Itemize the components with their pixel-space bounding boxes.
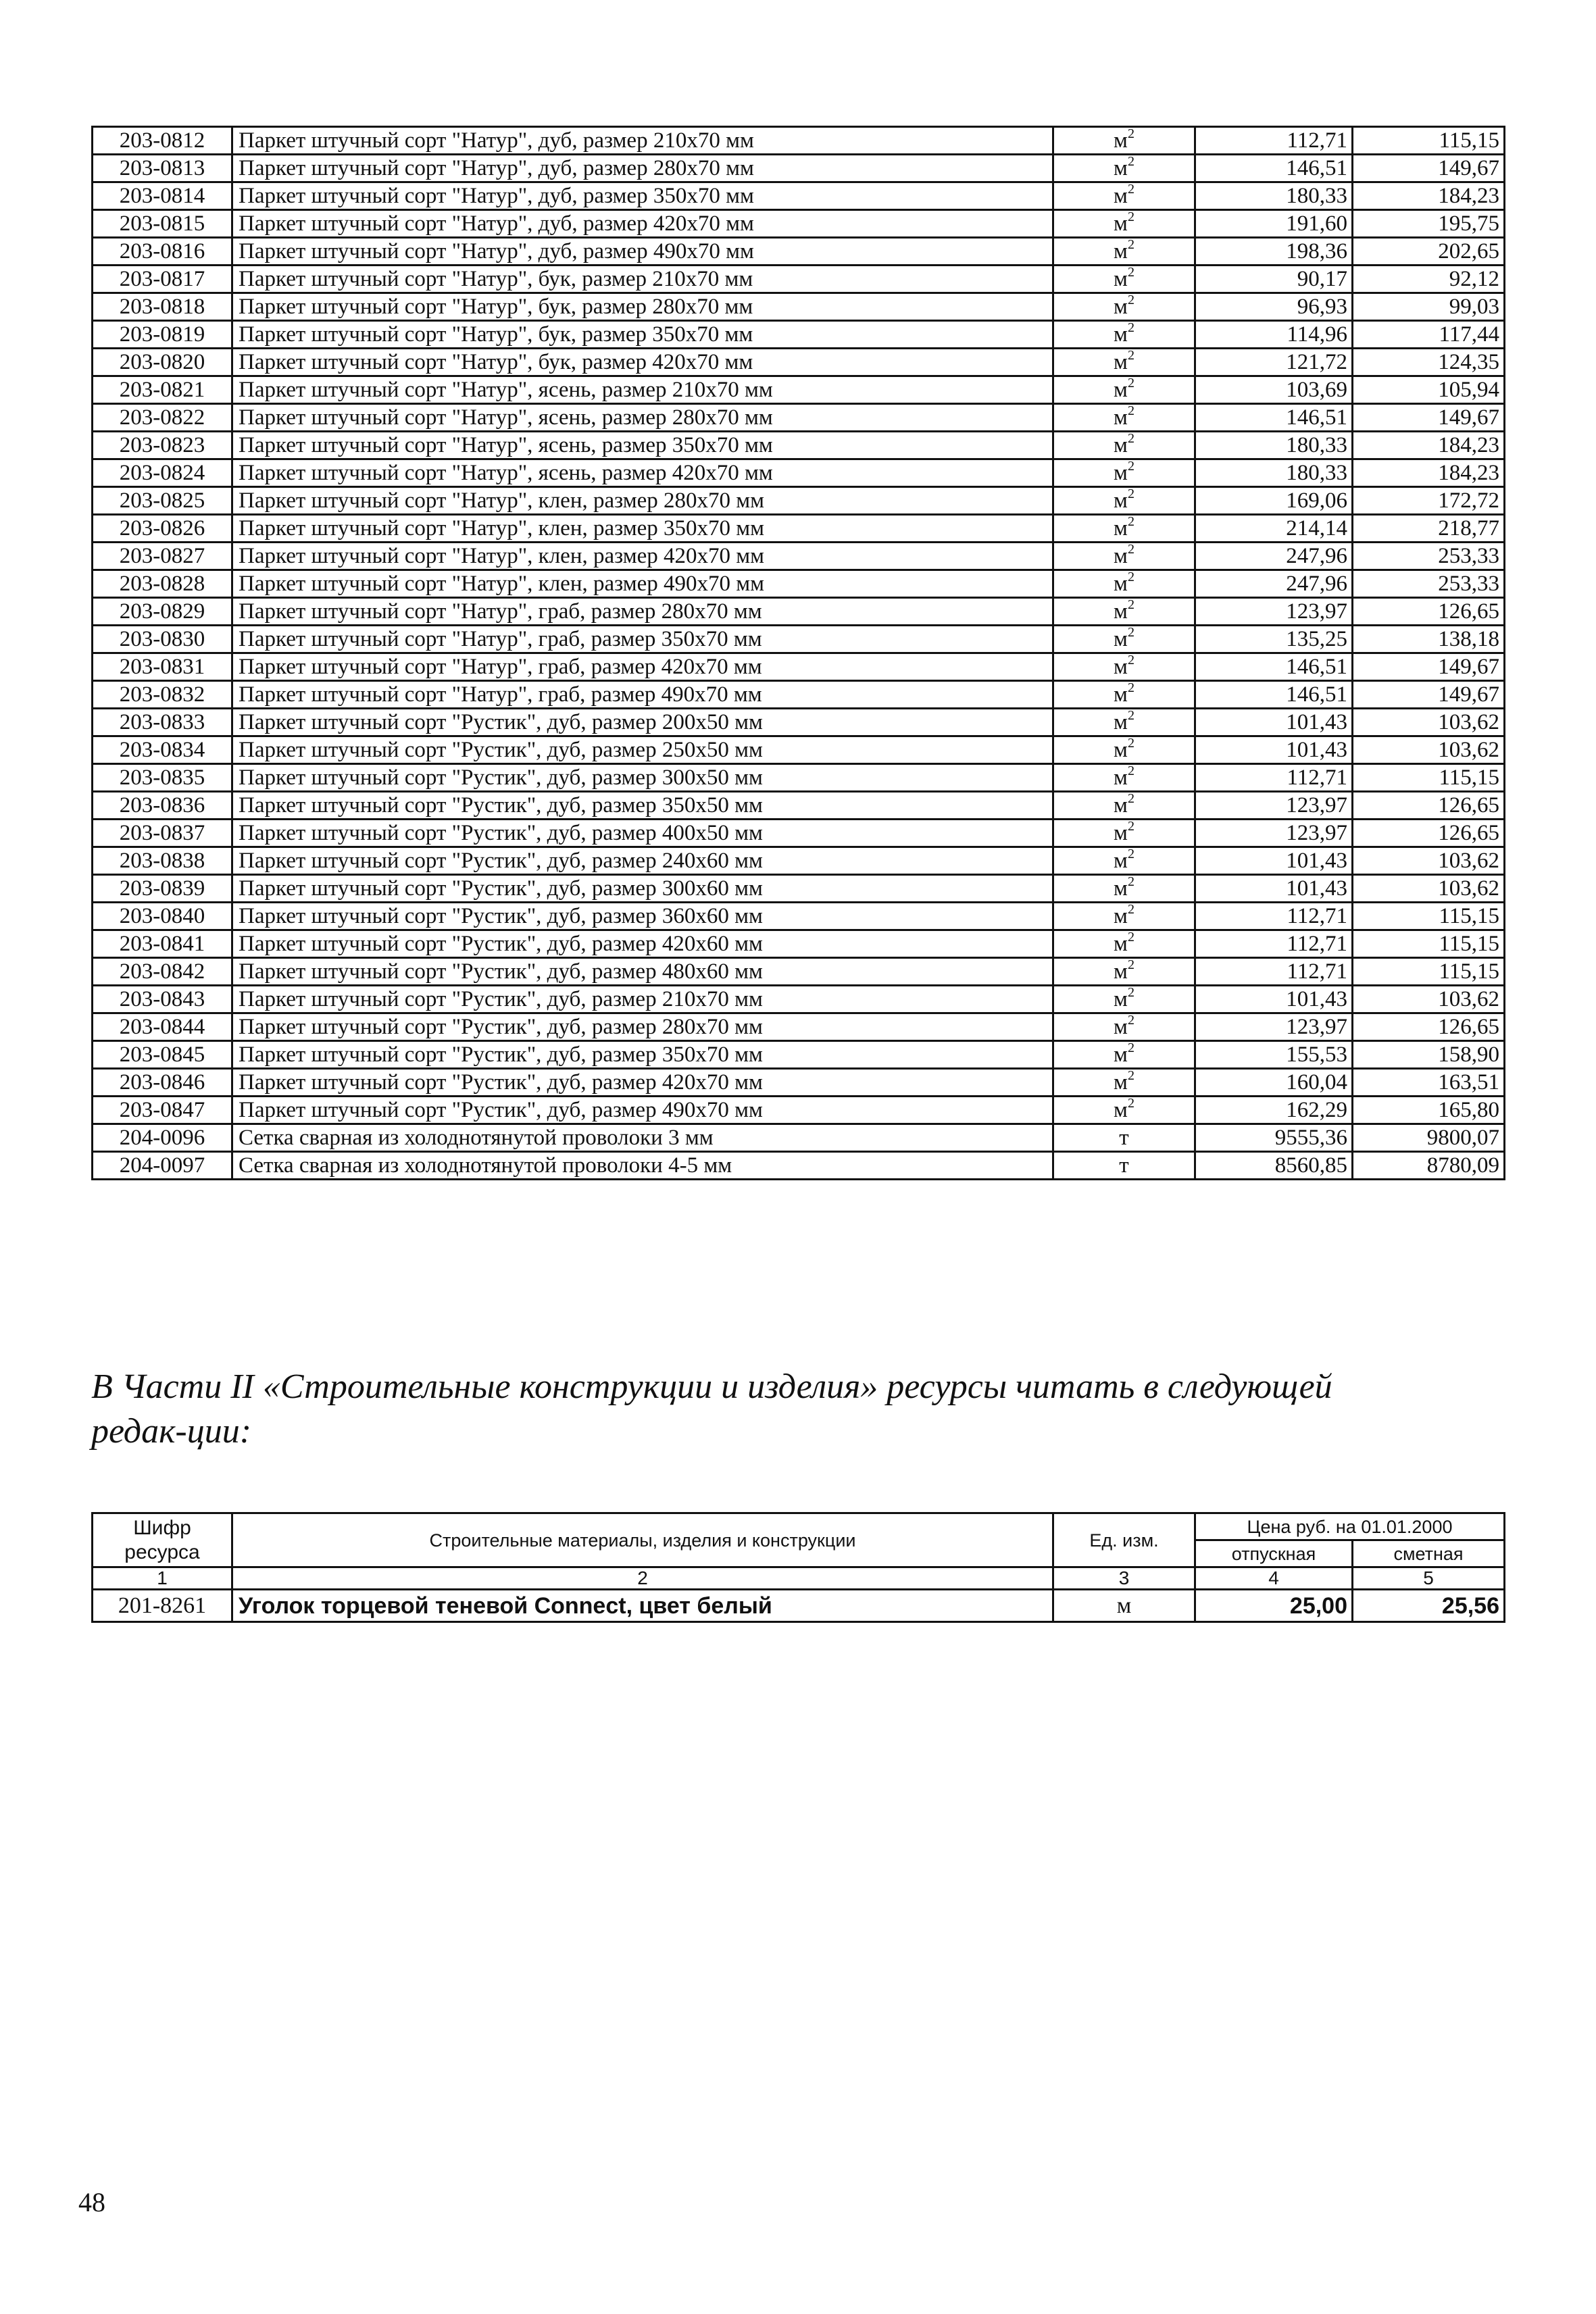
table-row — [93, 1069, 1505, 1097]
resource-code: 203-0839 — [93, 875, 232, 903]
resource-name: Паркет штучный сорт "Рустик", дуб, размер 480х60 мм — [232, 958, 1053, 986]
release-price: 114,96 — [1195, 321, 1353, 349]
table-row — [93, 155, 1505, 182]
resource-unit: $м^2$ — [1053, 182, 1195, 210]
resource-code: 203-0824 — [93, 459, 232, 487]
resource-code: 203-0831 — [93, 653, 232, 681]
resource-unit: $м^2$ — [1053, 432, 1195, 459]
table-row — [93, 764, 1505, 792]
resource-code: 203-0842 — [93, 958, 232, 986]
unit-superscript: 2 — [1127, 930, 1134, 945]
release-price: 180,33 — [1195, 182, 1353, 210]
resource-unit: $м^2$ — [1053, 404, 1195, 432]
resource-unit: т — [1053, 1152, 1195, 1180]
resource-name: Паркет штучный сорт "Натур", граб, размер 420х70 мм — [232, 653, 1053, 681]
resource-name: Паркет штучный сорт "Натур", дуб, размер 490х70 мм — [232, 238, 1053, 266]
resource-unit: $м^2$ — [1053, 266, 1195, 293]
table-row — [93, 515, 1505, 543]
estimate-price: 149,67 — [1353, 681, 1505, 709]
release-price: 25,00 — [1195, 1590, 1353, 1622]
resource-name: Паркет штучный сорт "Натур", клен, размер 280х70 мм — [232, 487, 1053, 515]
release-price: 123,97 — [1195, 820, 1353, 847]
resource-name: Паркет штучный сорт "Рустик", дуб, размер 250х50 мм — [232, 736, 1053, 764]
column-number: 1 — [93, 1567, 232, 1590]
table-row — [93, 376, 1505, 404]
estimate-price: 126,65 — [1353, 598, 1505, 626]
resource-name: Паркет штучный сорт "Натур", дуб, размер 420х70 мм — [232, 210, 1053, 238]
section-note: В Части II «Строительные конструкции и изделия» ресурсы читать в следующей редак-ции: — [91, 1367, 1332, 1451]
estimate-price: 184,23 — [1353, 459, 1505, 487]
table-row — [93, 958, 1505, 986]
resource-name: Паркет штучный сорт "Натур", граб, размер 280х70 мм — [232, 598, 1053, 626]
estimate-price: 163,51 — [1353, 1069, 1505, 1097]
resource-name: Паркет штучный сорт "Натур", ясень, размер 350х70 мм — [232, 432, 1053, 459]
table-row — [93, 570, 1505, 598]
resource-code: 203-0832 — [93, 681, 232, 709]
release-price: 101,43 — [1195, 736, 1353, 764]
resource-code: 203-0823 — [93, 432, 232, 459]
resource-code: 203-0836 — [93, 792, 232, 820]
resource-name: Паркет штучный сорт "Рустик", дуб, размер 420х70 мм — [232, 1069, 1053, 1097]
column-number: 5 — [1353, 1567, 1505, 1590]
estimate-price: 184,23 — [1353, 432, 1505, 459]
resource-code: 203-0816 — [93, 238, 232, 266]
release-price: 112,71 — [1195, 958, 1353, 986]
release-price: 90,17 — [1195, 266, 1353, 293]
resource-code: 203-0815 — [93, 210, 232, 238]
resource-unit: $м^2$ — [1053, 570, 1195, 598]
header-unit: Ед. изм. — [1053, 1513, 1195, 1567]
resource-code: 203-0835 — [93, 764, 232, 792]
header-row — [93, 1513, 1505, 1540]
unit-superscript: 2 — [1127, 348, 1134, 363]
resource-code: 203-0838 — [93, 847, 232, 875]
resource-code: 203-0845 — [93, 1041, 232, 1069]
estimate-price: 115,15 — [1353, 127, 1505, 155]
resource-unit: $м^2$ — [1053, 543, 1195, 570]
resource-code: 203-0827 — [93, 543, 232, 570]
table-row — [93, 266, 1505, 293]
resource-unit: $м^2$ — [1053, 709, 1195, 736]
release-price: 169,06 — [1195, 487, 1353, 515]
resource-unit: $м^2$ — [1053, 293, 1195, 321]
resource-unit: $м^2$ — [1053, 903, 1195, 930]
table-row — [93, 986, 1505, 1013]
unit-superscript: 2 — [1127, 708, 1134, 723]
table-row — [93, 598, 1505, 626]
unit-superscript: 2 — [1127, 154, 1134, 169]
table-row — [93, 404, 1505, 432]
table-row — [93, 1097, 1505, 1124]
table-row — [93, 321, 1505, 349]
table-row — [93, 736, 1505, 764]
resource-code: 201-8261 — [93, 1590, 232, 1622]
resource-code: 203-0820 — [93, 349, 232, 376]
table-row — [93, 127, 1505, 155]
estimate-price: 126,65 — [1353, 792, 1505, 820]
header-price: Цена руб. на 01.01.2000 — [1195, 1513, 1505, 1540]
table-row — [93, 820, 1505, 847]
resource-code: 203-0812 — [93, 127, 232, 155]
table-row — [93, 792, 1505, 820]
resource-code: 203-0837 — [93, 820, 232, 847]
resource-name: Паркет штучный сорт "Рустик", дуб, размер 490х70 мм — [232, 1097, 1053, 1124]
release-price: 9555,36 — [1195, 1124, 1353, 1152]
unit-superscript: 2 — [1127, 902, 1134, 917]
column-number-row — [93, 1567, 1505, 1590]
estimate-price: 115,15 — [1353, 764, 1505, 792]
resource-name: Уголок торцевой теневой Connect, цвет белый — [232, 1590, 1053, 1622]
unit-superscript: 2 — [1127, 791, 1134, 806]
resource-name: Паркет штучный сорт "Рустик", дуб, размер 210х70 мм — [232, 986, 1053, 1013]
resource-code: 203-0818 — [93, 293, 232, 321]
release-price: 146,51 — [1195, 681, 1353, 709]
table-row — [93, 681, 1505, 709]
estimate-price: 126,65 — [1353, 1013, 1505, 1041]
resource-unit: т — [1053, 1124, 1195, 1152]
estimate-price: 25,56 — [1353, 1590, 1505, 1622]
resource-name: Паркет штучный сорт "Натур", клен, размер 490х70 мм — [232, 570, 1053, 598]
release-price: 247,96 — [1195, 543, 1353, 570]
release-price: 101,43 — [1195, 986, 1353, 1013]
resource-unit: $м^2$ — [1053, 321, 1195, 349]
estimate-price: 126,65 — [1353, 820, 1505, 847]
resource-name: Паркет штучный сорт "Натур", бук, размер 280х70 мм — [232, 293, 1053, 321]
release-price: 123,97 — [1195, 1013, 1353, 1041]
unit-superscript: 2 — [1127, 486, 1134, 501]
column-number: 2 — [232, 1567, 1053, 1590]
estimate-price: 117,44 — [1353, 321, 1505, 349]
resource-unit: $м^2$ — [1053, 681, 1195, 709]
resource-code: 203-0833 — [93, 709, 232, 736]
resource-code: 203-0834 — [93, 736, 232, 764]
estimate-price: 149,67 — [1353, 653, 1505, 681]
resource-name: Паркет штучный сорт "Рустик", дуб, размер 280х70 мм — [232, 1013, 1053, 1041]
resource-code: 203-0841 — [93, 930, 232, 958]
table-row — [93, 626, 1505, 653]
resource-name: Паркет штучный сорт "Натур", клен, размер 350х70 мм — [232, 515, 1053, 543]
table-row — [93, 182, 1505, 210]
estimate-price: 149,67 — [1353, 155, 1505, 182]
resource-code: 203-0819 — [93, 321, 232, 349]
resource-code: 203-0821 — [93, 376, 232, 404]
resource-code: 203-0828 — [93, 570, 232, 598]
unit-superscript: 2 — [1127, 209, 1134, 224]
release-price: 198,36 — [1195, 238, 1353, 266]
release-price: 112,71 — [1195, 764, 1353, 792]
estimate-price: 165,80 — [1353, 1097, 1505, 1124]
resource-unit: $м^2$ — [1053, 847, 1195, 875]
estimate-price: 202,65 — [1353, 238, 1505, 266]
unit-superscript: 2 — [1127, 847, 1134, 861]
unit-superscript: 2 — [1127, 542, 1134, 557]
resource-name: Паркет штучный сорт "Натур", клен, размер 420х70 мм — [232, 543, 1053, 570]
resource-name: Паркет штучный сорт "Рустик", дуб, размер 200х50 мм — [232, 709, 1053, 736]
resource-name: Паркет штучный сорт "Рустик", дуб, размер 350х50 мм — [232, 792, 1053, 820]
header-code: Шифр ресурса — [93, 1513, 232, 1567]
header-estimate-price: сметная — [1353, 1540, 1505, 1567]
unit-superscript: 2 — [1127, 182, 1134, 197]
resource-code: 203-0844 — [93, 1013, 232, 1041]
unit-superscript: 2 — [1127, 126, 1134, 141]
resource-unit: $м^2$ — [1053, 1013, 1195, 1041]
table-row — [93, 1041, 1505, 1069]
table-row — [93, 1013, 1505, 1041]
unit-superscript: 2 — [1127, 1096, 1134, 1111]
unit-superscript: 2 — [1127, 1013, 1134, 1028]
price-table — [91, 126, 1505, 1180]
unit-superscript: 2 — [1127, 431, 1134, 446]
resource-name: Паркет штучный сорт "Натур", бук, размер 350х70 мм — [232, 321, 1053, 349]
estimate-price: 103,62 — [1353, 847, 1505, 875]
unit-superscript: 2 — [1127, 570, 1134, 584]
table-row — [93, 709, 1505, 736]
resource-unit: $м^2$ — [1053, 376, 1195, 404]
resource-unit: $м^2$ — [1053, 1041, 1195, 1069]
unit-superscript: 2 — [1127, 459, 1134, 474]
resource-code: 203-0829 — [93, 598, 232, 626]
unit-superscript: 2 — [1127, 514, 1134, 529]
release-price: 112,71 — [1195, 127, 1353, 155]
table-row — [93, 432, 1505, 459]
unit-superscript: 2 — [1127, 957, 1134, 972]
release-price: 123,97 — [1195, 598, 1353, 626]
unit-superscript: 2 — [1127, 320, 1134, 335]
resource-name: Паркет штучный сорт "Рустик", дуб, размер 300х50 мм — [232, 764, 1053, 792]
resource-code: 203-0825 — [93, 487, 232, 515]
estimate-price: 9800,07 — [1353, 1124, 1505, 1152]
resource-name: Сетка сварная из холоднотянутой проволоки 4-5 мм — [232, 1152, 1053, 1180]
release-price: 160,04 — [1195, 1069, 1353, 1097]
resource-unit: $м^2$ — [1053, 875, 1195, 903]
resource-unit: $м^2$ — [1053, 792, 1195, 820]
resource-name: Паркет штучный сорт "Натур", бук, размер 210х70 мм — [232, 266, 1053, 293]
resource-unit: $м^2$ — [1053, 986, 1195, 1013]
resource-unit: м — [1053, 1590, 1195, 1622]
resource-name: Паркет штучный сорт "Рустик", дуб, размер 300х60 мм — [232, 875, 1053, 903]
resource-unit: $м^2$ — [1053, 487, 1195, 515]
resource-unit: $м^2$ — [1053, 958, 1195, 986]
release-price: 180,33 — [1195, 459, 1353, 487]
unit-superscript: 2 — [1127, 1068, 1134, 1083]
table-row — [93, 1590, 1505, 1622]
resource-code: 203-0846 — [93, 1069, 232, 1097]
unit-superscript: 2 — [1127, 265, 1134, 280]
resource-name: Паркет штучный сорт "Натур", бук, размер 420х70 мм — [232, 349, 1053, 376]
release-price: 101,43 — [1195, 709, 1353, 736]
price-table-body — [93, 127, 1505, 1180]
release-price: 123,97 — [1195, 792, 1353, 820]
new-resources-table — [91, 1512, 1505, 1623]
resource-name: Паркет штучный сорт "Натур", граб, размер 490х70 мм — [232, 681, 1053, 709]
resource-unit: $м^2$ — [1053, 930, 1195, 958]
release-price: 96,93 — [1195, 293, 1353, 321]
release-price: 103,69 — [1195, 376, 1353, 404]
estimate-price: 103,62 — [1353, 736, 1505, 764]
header-release-price: отпускная — [1195, 1540, 1353, 1567]
unit-superscript: 2 — [1127, 1040, 1134, 1055]
table-row — [93, 293, 1505, 321]
release-price: 121,72 — [1195, 349, 1353, 376]
resource-name: Паркет штучный сорт "Натур", ясень, размер 420х70 мм — [232, 459, 1053, 487]
table-row — [93, 210, 1505, 238]
release-price: 146,51 — [1195, 404, 1353, 432]
estimate-price: 172,72 — [1353, 487, 1505, 515]
estimate-price: 124,35 — [1353, 349, 1505, 376]
resource-code: 203-0817 — [93, 266, 232, 293]
release-price: 8560,85 — [1195, 1152, 1353, 1180]
resource-unit: $м^2$ — [1053, 653, 1195, 681]
release-price: 101,43 — [1195, 875, 1353, 903]
release-price: 162,29 — [1195, 1097, 1353, 1124]
release-price: 191,60 — [1195, 210, 1353, 238]
resource-unit: $м^2$ — [1053, 515, 1195, 543]
resource-unit: $м^2$ — [1053, 210, 1195, 238]
resource-name: Паркет штучный сорт "Натур", дуб, размер 350х70 мм — [232, 182, 1053, 210]
resource-name: Паркет штучный сорт "Натур", граб, размер 350х70 мм — [232, 626, 1053, 653]
resource-name: Паркет штучный сорт "Рустик", дуб, размер 360х60 мм — [232, 903, 1053, 930]
release-price: 155,53 — [1195, 1041, 1353, 1069]
unit-superscript: 2 — [1127, 653, 1134, 668]
resource-unit: $м^2$ — [1053, 155, 1195, 182]
estimate-price: 8780,09 — [1353, 1152, 1505, 1180]
estimate-price: 149,67 — [1353, 404, 1505, 432]
resource-code: 204-0097 — [93, 1152, 232, 1180]
unit-superscript: 2 — [1127, 597, 1134, 612]
release-price: 146,51 — [1195, 155, 1353, 182]
estimate-price: 138,18 — [1353, 626, 1505, 653]
table-row — [93, 487, 1505, 515]
resource-unit: $м^2$ — [1053, 349, 1195, 376]
unit-superscript: 2 — [1127, 819, 1134, 834]
header-name: Строительные материалы, изделия и конструкции — [232, 1513, 1053, 1567]
estimate-price: 103,62 — [1353, 986, 1505, 1013]
release-price: 101,43 — [1195, 847, 1353, 875]
resource-unit: $м^2$ — [1053, 1069, 1195, 1097]
resource-unit: $м^2$ — [1053, 626, 1195, 653]
resource-unit: $м^2$ — [1053, 598, 1195, 626]
resource-unit: $м^2$ — [1053, 820, 1195, 847]
resource-name: Сетка сварная из холоднотянутой проволоки 3 мм — [232, 1124, 1053, 1152]
table-row — [93, 653, 1505, 681]
unit-superscript: 2 — [1127, 763, 1134, 778]
estimate-price: 115,15 — [1353, 930, 1505, 958]
estimate-price: 184,23 — [1353, 182, 1505, 210]
table-row — [93, 1152, 1505, 1180]
resource-code: 203-0847 — [93, 1097, 232, 1124]
unit-superscript: 2 — [1127, 985, 1134, 1000]
resource-name: Паркет штучный сорт "Натур", ясень, размер 280х70 мм — [232, 404, 1053, 432]
release-price: 135,25 — [1195, 626, 1353, 653]
unit-superscript: 2 — [1127, 237, 1134, 252]
unit-superscript: 2 — [1127, 736, 1134, 751]
table-row — [93, 238, 1505, 266]
estimate-price: 105,94 — [1353, 376, 1505, 404]
resource-code: 203-0822 — [93, 404, 232, 432]
table-row — [93, 349, 1505, 376]
column-number: 3 — [1053, 1567, 1195, 1590]
table-row — [93, 930, 1505, 958]
unit-superscript: 2 — [1127, 680, 1134, 695]
resource-name: Паркет штучный сорт "Рустик", дуб, размер 420х60 мм — [232, 930, 1053, 958]
estimate-price: 218,77 — [1353, 515, 1505, 543]
unit-superscript: 2 — [1127, 293, 1134, 307]
resource-code: 203-0843 — [93, 986, 232, 1013]
table-row — [93, 875, 1505, 903]
resource-code: 203-0840 — [93, 903, 232, 930]
unit-superscript: 2 — [1127, 376, 1134, 391]
estimate-price: 103,62 — [1353, 875, 1505, 903]
resource-name: Паркет штучный сорт "Натур", ясень, размер 210х70 мм — [232, 376, 1053, 404]
estimate-price: 158,90 — [1353, 1041, 1505, 1069]
resource-code: 203-0814 — [93, 182, 232, 210]
resource-unit: $м^2$ — [1053, 764, 1195, 792]
resource-unit: $м^2$ — [1053, 127, 1195, 155]
unit-superscript: 2 — [1127, 874, 1134, 889]
estimate-price: 115,15 — [1353, 958, 1505, 986]
unit-superscript: 2 — [1127, 403, 1134, 418]
estimate-price: 253,33 — [1353, 570, 1505, 598]
resource-name: Паркет штучный сорт "Рустик", дуб, размер 350х70 мм — [232, 1041, 1053, 1069]
resource-code: 203-0813 — [93, 155, 232, 182]
resource-unit: $м^2$ — [1053, 238, 1195, 266]
resource-name: Паркет штучный сорт "Рустик", дуб, размер 240х60 мм — [232, 847, 1053, 875]
estimate-price: 103,62 — [1353, 709, 1505, 736]
page-number: 48 — [78, 2187, 105, 2217]
resource-unit: $м^2$ — [1053, 459, 1195, 487]
resource-code: 203-0830 — [93, 626, 232, 653]
resource-name: Паркет штучный сорт "Натур", дуб, размер 210х70 мм — [232, 127, 1053, 155]
release-price: 146,51 — [1195, 653, 1353, 681]
release-price: 247,96 — [1195, 570, 1353, 598]
table-row — [93, 847, 1505, 875]
release-price: 214,14 — [1195, 515, 1353, 543]
resource-code: 204-0096 — [93, 1124, 232, 1152]
table-row — [93, 543, 1505, 570]
resource-unit: $м^2$ — [1053, 736, 1195, 764]
release-price: 180,33 — [1195, 432, 1353, 459]
resource-name: Паркет штучный сорт "Натур", дуб, размер 280х70 мм — [232, 155, 1053, 182]
table-row — [93, 903, 1505, 930]
estimate-price: 253,33 — [1353, 543, 1505, 570]
table-row — [93, 1124, 1505, 1152]
table-row — [93, 459, 1505, 487]
resource-unit: $м^2$ — [1053, 1097, 1195, 1124]
estimate-price: 195,75 — [1353, 210, 1505, 238]
unit-superscript: 2 — [1127, 625, 1134, 640]
estimate-price: 99,03 — [1353, 293, 1505, 321]
resource-code: 203-0826 — [93, 515, 232, 543]
column-number: 4 — [1195, 1567, 1353, 1590]
estimate-price: 115,15 — [1353, 903, 1505, 930]
estimate-price: 92,12 — [1353, 266, 1505, 293]
release-price: 112,71 — [1195, 903, 1353, 930]
release-price: 112,71 — [1195, 930, 1353, 958]
resource-name: Паркет штучный сорт "Рустик", дуб, размер 400х50 мм — [232, 820, 1053, 847]
